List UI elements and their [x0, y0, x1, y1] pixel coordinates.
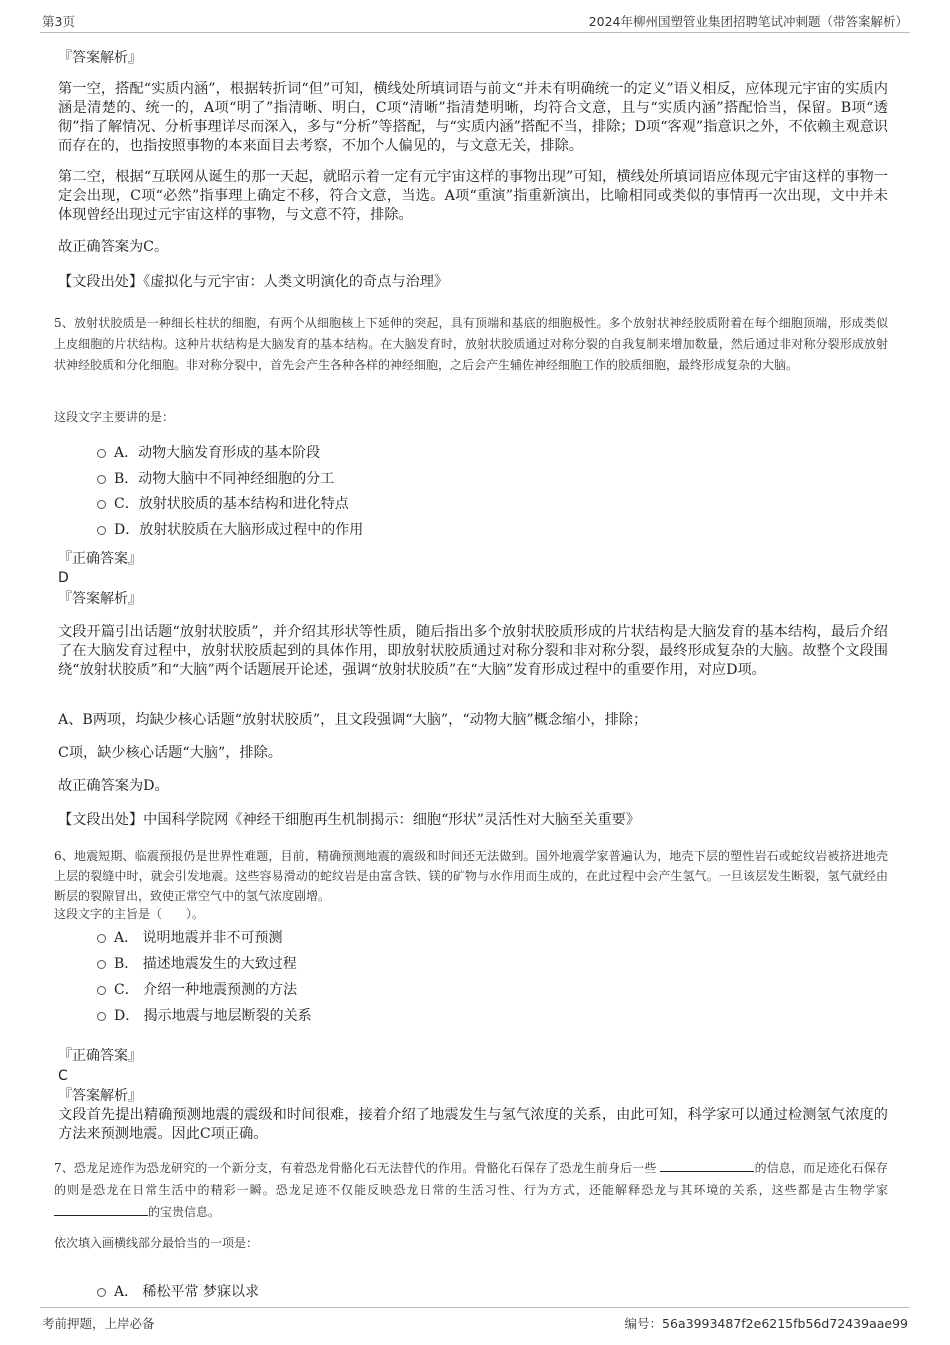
radio-icon[interactable]	[97, 475, 106, 484]
q5-analysis-p2: A、B两项，均缺少核心话题“放射状胶质”，且文段强调“大脑”，“动物大脑”概念缩小，排除；	[58, 712, 648, 728]
q7-question: 依次填入画横线部分最恰当的一项是：	[54, 1236, 259, 1250]
q6-option-b[interactable]: B． 描述地震发生的大致过程	[97, 954, 297, 974]
answer-blank-2	[54, 1203, 148, 1216]
q5-option-d[interactable]: D．放射状胶质在大脑形成过程中的作用	[97, 520, 363, 540]
radio-icon[interactable]	[97, 1288, 106, 1297]
page-number: 第3页	[42, 14, 75, 29]
radio-icon[interactable]	[97, 526, 106, 535]
q4-source: 【文段出处】《虚拟化与元宇宙：人类文明演化的奇点与治理》	[58, 274, 449, 290]
q4-analysis-p2: 第二空，根据“互联网从诞生的那一天起，就昭示着一定有元宇宙这样的事物出现”可知，横线处所填词语应体现元宇宙这样的事物一定会出现，C项“必然”指事理上确定不移，符合文意，当选。A项“重演”指重新演出，比喻相同或类似的事情再一次出现，文中并未体现曾经出现过元宇宙这样的事物，与文意不符，排除。	[58, 169, 888, 223]
q6-stem: 6、地震短期、临震预报仍是世界性难题，目前，精确预测地震的震级和时间还无法做到。国外地震学家普遍认为，地壳下层的塑性岩石或蛇纹岩被挤进地壳上层的裂缝中时，就会引发地震。这些容易滑动的蛇纹岩是由富含铁、镁的矿物与水作用而生成的，在此过程中会产生氢气。一旦该层发生断裂，氢气就经由断层的裂隙冒出，致使正常空气中的氢气浓度剧增。	[54, 849, 888, 903]
document-code: 编号：56a3993487f2e6215fb56d72439aae99	[624, 1316, 908, 1331]
q5-option-b[interactable]: B．动物大脑中不同神经细胞的分工	[97, 469, 334, 489]
q6-option-a[interactable]: A． 说明地震并非不可预测	[97, 928, 283, 948]
q5-option-a[interactable]: A．动物大脑发育形成的基本阶段	[97, 443, 320, 463]
q7-option-a[interactable]: A． 稀松平常 梦寐以求	[97, 1282, 259, 1302]
radio-icon[interactable]	[97, 449, 106, 458]
page-header	[40, 8, 910, 33]
footer-slogan: 考前押题，上岸必备	[42, 1316, 155, 1331]
document-title: 2024年柳州国塑管业集团招聘笔试冲刺题（带答案解析）	[588, 14, 908, 29]
q5-correct-label: 『正确答案』	[58, 551, 142, 567]
q5-question: 这段文字主要讲的是：	[54, 410, 175, 424]
q6-option-d[interactable]: D． 揭示地震与地层断裂的关系	[97, 1006, 312, 1026]
q6-option-c[interactable]: C． 介绍一种地震预测的方法	[97, 980, 297, 1000]
q6-correct-label: 『正确答案』	[58, 1048, 142, 1064]
q6-analysis-p1: 文段首先提出精确预测地震的震级和时间很难，接着介绍了地震发生与氢气浓度的关系，由此可知，科学家可以通过检测氢气浓度的方法来预测地震。因此C项正确。	[58, 1107, 888, 1142]
q5-analysis-p3: C项，缺少核心话题“大脑”，排除。	[58, 745, 282, 761]
q4-analysis-label: 『答案解析』	[58, 50, 142, 66]
q5-stem: 5、放射状胶质是一种细长柱状的细胞，有两个从细胞核上下延伸的突起，具有顶端和基底的细胞极性。多个放射状神经胶质附着在每个细胞顶端，形成类似上皮细胞的片状结构。这种片状结构是大脑发育的基本结构。在大脑发育时，放射状胶质通过对称分裂的自我复制来增加数量，然后通过非对称分裂形成放射状神经胶质和分化细胞。非对称分裂中，首先会产生各种各样的神经细胞，之后会产生辅佐神经细胞工作的胶质细胞，最终形成复杂的大脑。	[54, 316, 888, 372]
q7-stem: 7、恐龙足迹作为恐龙研究的一个新分支，有着恐龙骨骼化石无法替代的作用。骨骼化石保存了恐龙生前身后一些 的信息，而足迹化石保存的则是恐龙在日常生活中的精彩一瞬。恐龙足迹不仅能反映恐龙日常的生活习性、行为方式，还能解释恐龙与其环境的关系，这些都是古生物学家 的宝贵信息。	[54, 1161, 888, 1219]
page-footer	[40, 1307, 910, 1338]
radio-icon[interactable]	[97, 986, 106, 995]
q5-option-c[interactable]: C．放射状胶质的基本结构和进化特点	[97, 494, 349, 514]
q5-analysis-label: 『答案解析』	[58, 591, 142, 607]
q5-analysis-p1: 文段开篇引出话题“放射状胶质”，并介绍其形状等性质，随后指出多个放射状胶质形成的片状结构是大脑发育的基本结构，最后介绍了在大脑发育过程中，放射状胶质起到的具体作用，即放射状胶质通过对称分裂和非对称分裂，最终形成复杂的大脑。故整个文段围绕“放射状胶质”和“大脑”两个话题展开论述，强调“放射状胶质”在“大脑”发育形成过程中的重要作用，对应D项。	[58, 624, 888, 678]
q6-question: 这段文字的主旨是（ ）。	[54, 907, 205, 921]
q4-analysis-p1: 第一空，搭配“实质内涵”，根据转折词“但”可知，横线处所填词语与前文“并未有明确统一的定义”语义相反，应体现元宇宙的实质内涵是清楚的、统一的，A项“明了”指清晰、明白，C项“清晰”指清楚明晰，均符合文意，且与“实质内涵”搭配恰当，保留。B项“透彻”指了解情况、分析事理详尽而深入，多与“分析”等搭配，与“实质内涵”搭配不当，排除；D项“客观”指意识之外，不依赖主观意识而存在的，也指按照事物的本来面目去考察，不加个人偏见的，与文意无关，排除。	[58, 81, 888, 154]
radio-icon[interactable]	[97, 1012, 106, 1021]
radio-icon[interactable]	[97, 500, 106, 509]
q6-answer: C	[58, 1068, 68, 1084]
answer-blank-1	[660, 1159, 754, 1172]
radio-icon[interactable]	[97, 960, 106, 969]
q5-answer: D	[58, 570, 69, 586]
q5-source: 【文段出处】中国科学院网《神经干细胞再生机制揭示：细胞“形状”灵活性对大脑至关重要》	[58, 812, 641, 828]
radio-icon[interactable]	[97, 934, 106, 943]
q6-analysis-label: 『答案解析』	[58, 1088, 142, 1104]
q4-analysis-conclusion: 故正确答案为C。	[58, 239, 169, 255]
q5-analysis-conclusion: 故正确答案为D。	[58, 778, 169, 794]
